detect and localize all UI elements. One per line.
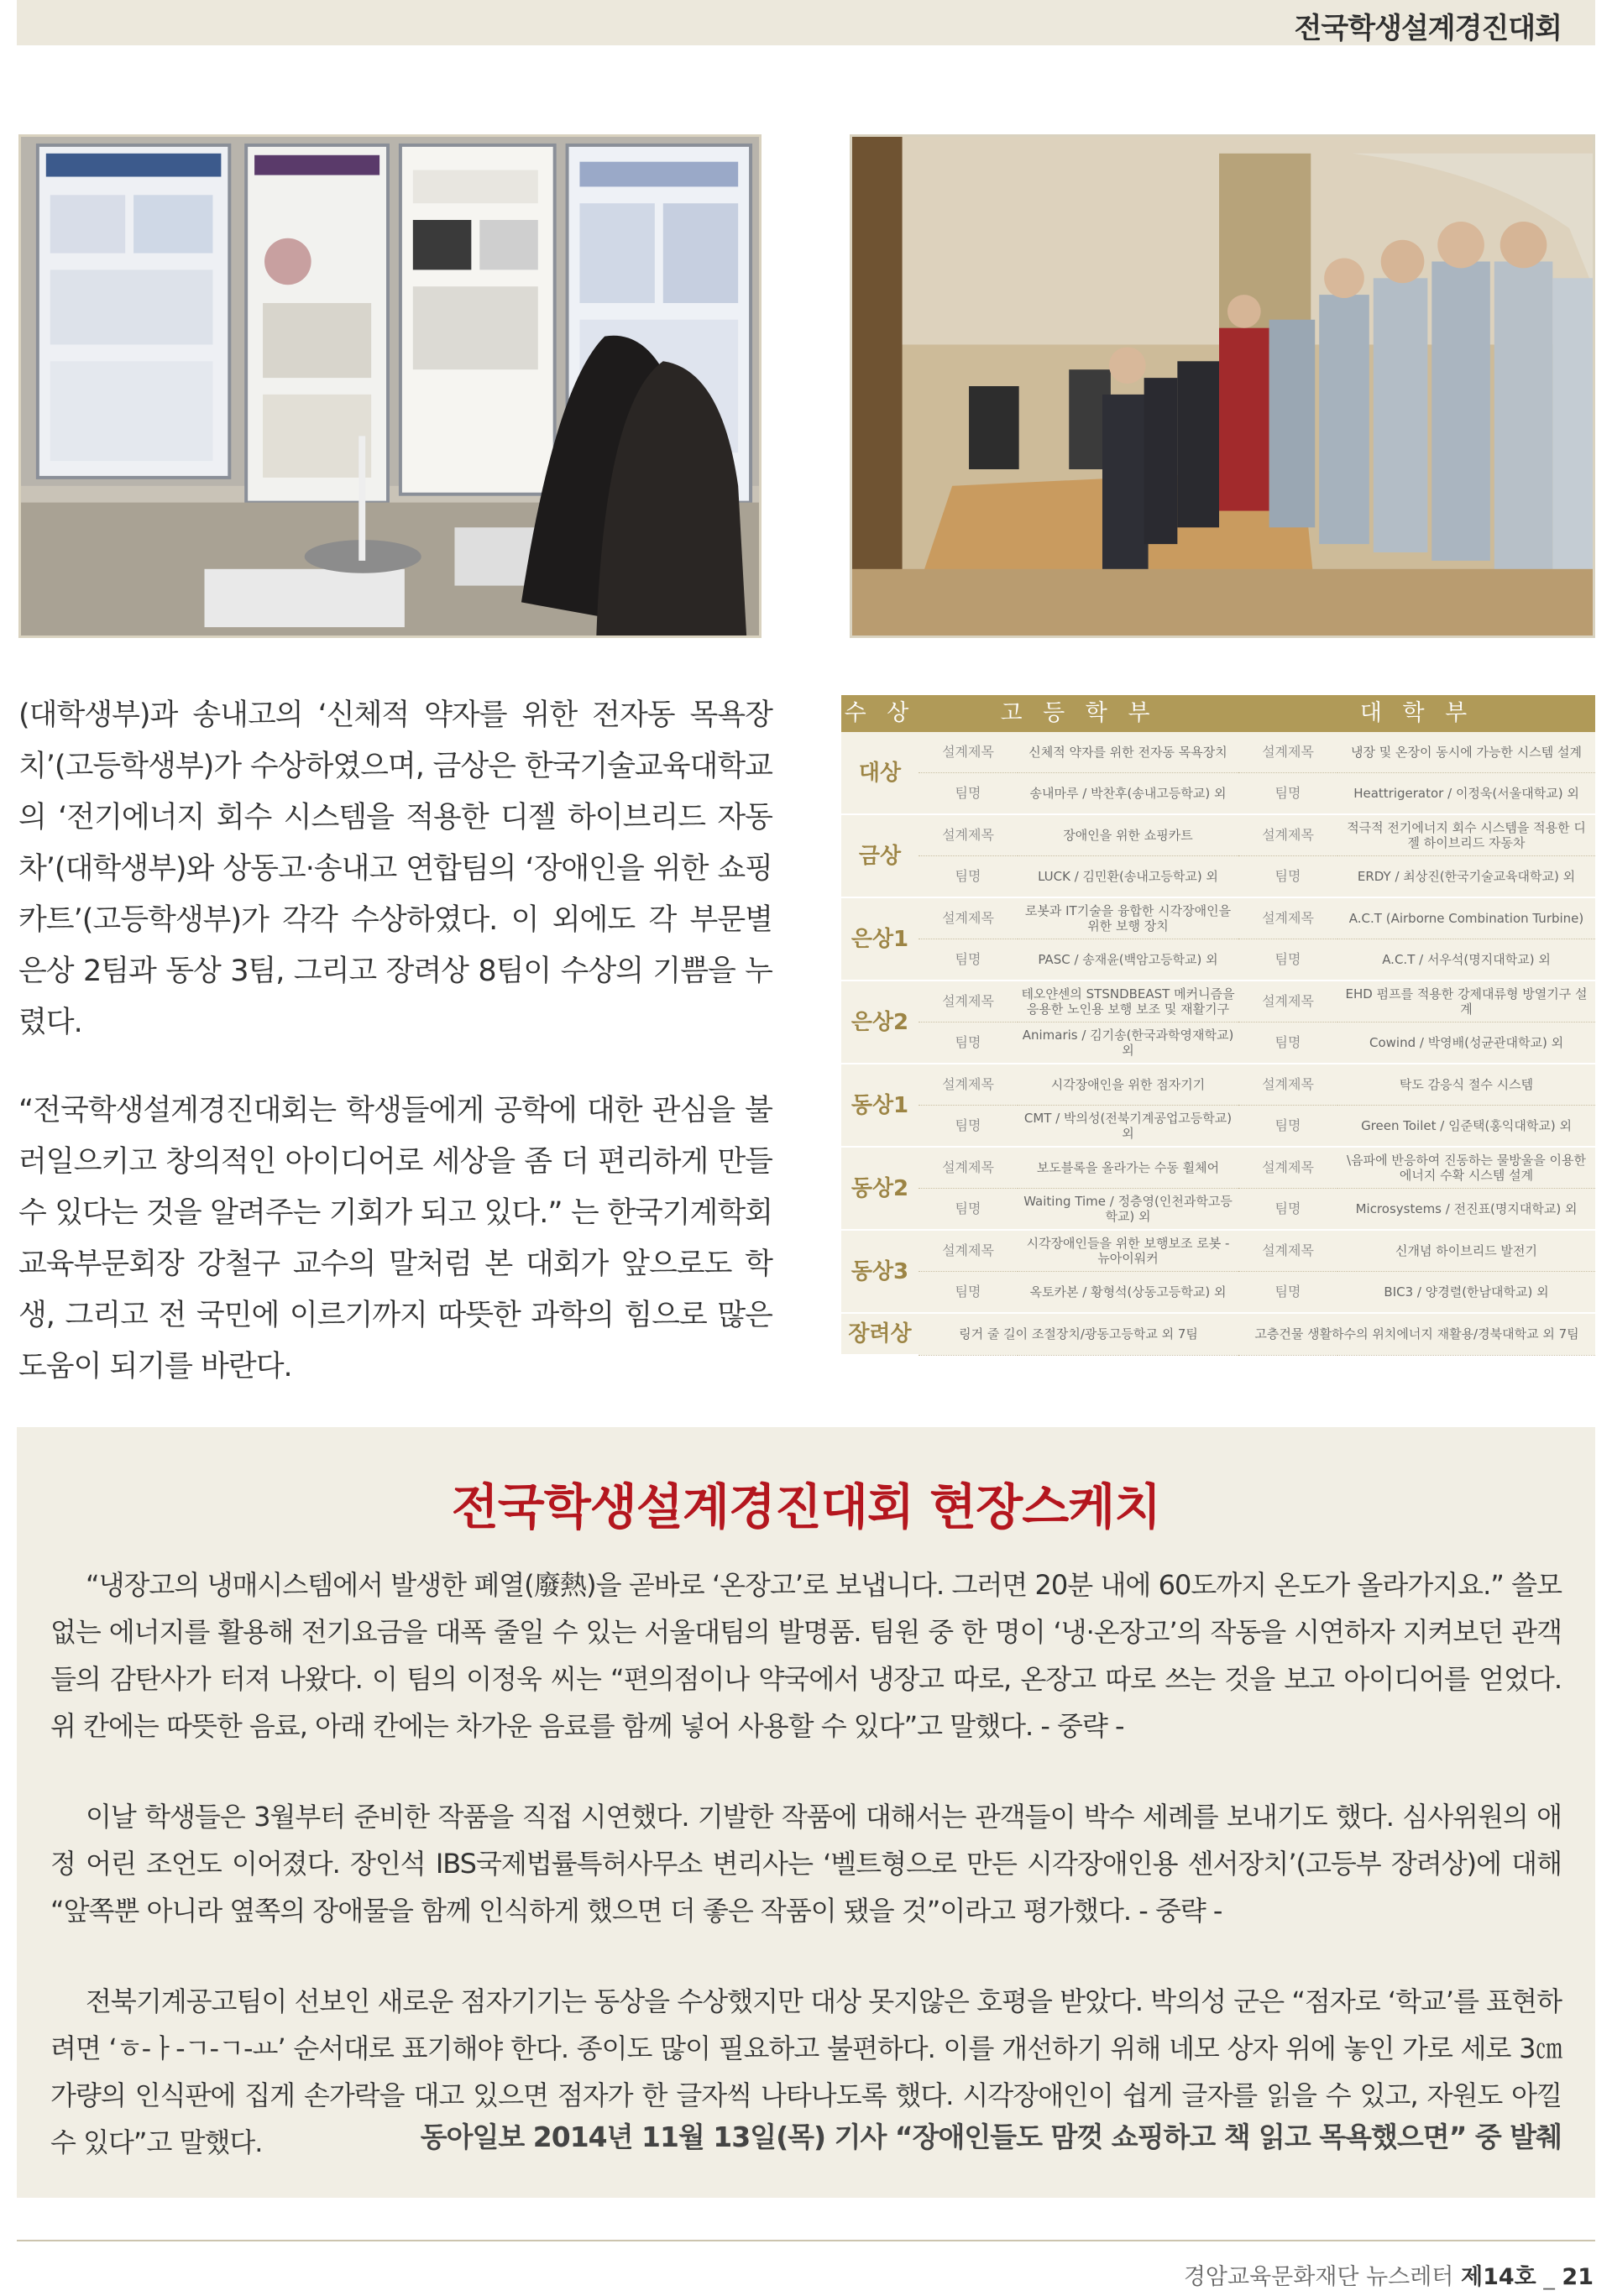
award-ceremony-photo [850, 134, 1595, 638]
sketch-paragraph: “냉장고의 냉매시스템에서 발생한 폐열(廢熱)을 곧바로 ‘온장고’로 보냅니다. 그러면 20분 내에 60도까지 온도가 올라가지요.” 쓸모없는 에너지를 활용해 전기요금을 대폭 줄일 수 있는 서울대팀의 발명품. 팀원 중 한 명이 ‘냉·온장고’의 작동을 시연하자 지켜보던 관객들의 감탄사가 터져 나왔다. 이 팀의 이정욱 씨는 “편의점이나 약국에서 냉장고 따로, 온장고 따로 쓰는 것을 보고 아이디어를 얻었다. 위 칸에는 따뜻한 음료, 아래 칸에는 차가운 음료를 함께 넣어 사용할 수 있다”고 말했다. - 중략 - [50, 1569, 1562, 1742]
sketch-paragraph: 이날 학생들은 3월부터 준비한 작품을 직접 시연했다. 기발한 작품에 대해서는 관객들이 박수 세례를 보내기도 했다. 심사위원의 애정 어린 조언도 이어졌다. 장인석 IBS국제법률특허사무소 변리사는 ‘벨트형으로 만든 시각장애인용 센서장치’(고등부 장려상)에 대해 “앞쪽뿐 아니라 옆쪽의 장애물을 함께 인식하게 했으면 더 좋은 작품이 됐을 것”이라고 평가했다. - 중략 - [50, 1801, 1562, 1927]
award-row [841, 1147, 1595, 1189]
award-name: 대상 [841, 732, 919, 814]
award-row [841, 1313, 1595, 1355]
team-label: 팀명 [1238, 1022, 1337, 1064]
sketch-title: 전국학생설계경진대회 현장스케치 [451, 1478, 1161, 1535]
award-name: 동상1 [841, 1064, 919, 1147]
award-name: 동상3 [841, 1230, 919, 1313]
team-label: 팀명 [1238, 856, 1337, 898]
team-label: 팀명 [919, 1272, 1018, 1314]
uni-team: A.C.T / 서우석(명지대학교) 외 [1337, 939, 1595, 981]
uni-team: Cowind / 박영배(성균관대학교) 외 [1337, 1022, 1595, 1064]
awards-table [841, 695, 1595, 1356]
award-row [841, 981, 1595, 1022]
footer-divider [17, 2240, 1595, 2241]
team-label: 팀명 [919, 773, 1018, 815]
header-highschool: 고 등 학 부 [919, 695, 1238, 732]
team-label: 팀명 [1238, 939, 1337, 981]
hs-team: 옥토카본 / 황형석(상동고등학교) 외 [1018, 1272, 1238, 1314]
team-label: 팀명 [1238, 1272, 1337, 1314]
uni-team: Green Toilet / 임준택(홍익대학교) 외 [1337, 1106, 1595, 1148]
title-label: 설계제목 [919, 814, 1018, 856]
title-label: 설계제목 [919, 1147, 1018, 1189]
uni-title: 적극적 전기에너지 회수 시스템을 적용한 디젤 하이브리드 자동차 [1337, 814, 1595, 856]
award-row [841, 1189, 1595, 1231]
uni-title: EHD 펌프를 적용한 강제대류형 방열기구 설계 [1337, 981, 1595, 1022]
hs-title: 로봇과 IT기술을 융합한 시각장애인을 위한 보행 장치 [1018, 897, 1238, 939]
sketch-body [50, 1561, 1562, 2210]
title-label: 설계제목 [919, 732, 1018, 773]
title-label: 설계제목 [919, 1064, 1018, 1106]
uni-title: \음파에 반응하여 진동하는 물방울을 이용한 에너지 수확 시스템 설계 [1337, 1147, 1595, 1189]
title-label: 설계제목 [1238, 981, 1337, 1022]
hs-title: 보도블록을 올라가는 수동 휠체어 [1018, 1147, 1238, 1189]
hs-team: Animaris / 김기송(한국과학영재학교) 외 [1018, 1022, 1238, 1064]
title-label: 설계제목 [1238, 814, 1337, 856]
team-label: 팀명 [919, 1189, 1018, 1231]
team-label: 팀명 [919, 1022, 1018, 1064]
award-row [841, 897, 1595, 939]
title-label: 설계제목 [919, 1230, 1018, 1272]
uni-team: Heattrigerator / 이정욱(서울대학교) 외 [1337, 773, 1595, 815]
team-label: 팀명 [1238, 1106, 1337, 1148]
award-name: 장려상 [841, 1313, 919, 1355]
award-row [841, 1022, 1595, 1064]
team-label: 팀명 [919, 1106, 1018, 1148]
title-label: 설계제목 [919, 897, 1018, 939]
awards-header-row [841, 695, 1595, 732]
award-row [841, 939, 1595, 981]
award-row [841, 1106, 1595, 1148]
hs-title: 시각장애인을 위한 점자기기 [1018, 1064, 1238, 1106]
title-label: 설계제목 [1238, 1147, 1337, 1189]
footer-issue: 제14호 [1461, 2264, 1536, 2290]
header-university: 대 학 부 [1238, 695, 1595, 732]
award-name: 은상1 [841, 897, 919, 981]
uni-team: BIC3 / 양경렬(한남대학교) 외 [1337, 1272, 1595, 1314]
page-number: 21 [1562, 2264, 1594, 2290]
award-row [841, 1272, 1595, 1314]
article-body [18, 690, 772, 1430]
uni-title: 신개념 하이브리드 발전기 [1337, 1230, 1595, 1272]
award-row [841, 1230, 1595, 1272]
hs-team: LUCK / 김민환(송내고등학교) 외 [1018, 856, 1238, 898]
title-label: 설계제목 [919, 981, 1018, 1022]
hs-team: CMT / 박의성(전북기계공업고등학교) 외 [1018, 1106, 1238, 1148]
footer-publisher: 경암교육문화재단 뉴스레터 [1183, 2264, 1454, 2290]
team-label: 팀명 [919, 939, 1018, 981]
title-label: 설계제목 [1238, 732, 1337, 773]
uni-title: 냉장 및 온장이 동시에 가능한 시스템 설계 [1337, 732, 1595, 773]
exhibition-photo [18, 134, 762, 638]
field-sketch-box [17, 1427, 1595, 2198]
award-row [841, 814, 1595, 856]
footer-separator: _ [1536, 2264, 1562, 2290]
team-label: 팀명 [1238, 773, 1337, 815]
sketch-source: 동아일보 2014년 11월 13일(목) 기사 “장애인들도 맘껏 쇼핑하고 책 읽고 목욕했으면” 중 발췌 [420, 2121, 1562, 2153]
uni-title: 탁도 감응식 절수 시스템 [1337, 1064, 1595, 1106]
header-award: 수 상 [841, 695, 919, 732]
sketch-paragraph: 전북기계공고팀이 선보인 새로운 점자기기는 동상을 수상했지만 대상 못지않은 호평을 받았다. 박의성 군은 “점자로 ‘학교’를 표현하려면 ‘ㅎ-ㅏ-ㄱ-ㄱ-ㅛ’ 순서대로 표기해야 한다. 종이도 많이 필요하고 불편하다. 이를 개선하기 위해 네모 상자 위에 놓인 가로 세로 3㎝가량의 인식판에 집게 손가락을 대고 있으면 점자가 한 글자씩 나타나도록 했다. 시각장애인이 쉽게 글자를 읽을 수 있고, 자원도 아낄 수 있다”고 말했다. [50, 1985, 1562, 2158]
hs-title: 신체적 약자를 위한 전자동 목욕장치 [1018, 732, 1238, 773]
award-name: 금상 [841, 814, 919, 897]
uni-team: Microsystems / 전진표(명지대학교) 외 [1337, 1189, 1595, 1231]
hs-title: 테오얀센의 STSNDBEAST 메커니즘을 응용한 노인용 보행 보조 및 재활기구 [1018, 981, 1238, 1022]
title-label: 설계제목 [1238, 1064, 1337, 1106]
award-row [841, 732, 1595, 773]
hs-title: 장애인을 위한 쇼핑카트 [1018, 814, 1238, 856]
team-label: 팀명 [1238, 1189, 1337, 1231]
hs-title: 시각장애인들을 위한 보행보조 로봇 - 뉴아이워커 [1018, 1230, 1238, 1272]
hs-encouragement: 링거 줄 길이 조절장치/광동고등학교 외 7팀 [919, 1313, 1238, 1355]
hs-team: 송내마루 / 박찬후(송내고등학교) 외 [1018, 773, 1238, 815]
title-label: 설계제목 [1238, 1230, 1337, 1272]
footer [1184, 2258, 1594, 2291]
hs-team: PASC / 송재윤(백암고등학교) 외 [1018, 939, 1238, 981]
award-name: 동상2 [841, 1147, 919, 1230]
hs-team: Waiting Time / 정층영(인천과학고등학교) 외 [1018, 1189, 1238, 1231]
uni-team: ERDY / 최상진(한국기술교육대학교) 외 [1337, 856, 1595, 898]
header-title: 전국학생설계경진대회 [1294, 12, 1562, 45]
team-label: 팀명 [919, 856, 1018, 898]
article-paragraph: “전국학생설계경진대회는 학생들에게 공학에 대한 관심을 불러일으키고 창의적인 아이디어로 세상을 좀 더 편리하게 만들 수 있다는 것을 알려주는 기회가 되고 있다.” 는 한국기계학회 교육부문회장 강철구 교수의 말처럼 본 대회가 앞으로도 학생, 그리고 전 국민에 이르기까지 따뜻한 과학의 힘으로 많은 도움이 되기를 바란다. [18, 1094, 772, 1383]
award-row [841, 773, 1595, 815]
award-name: 은상2 [841, 981, 919, 1064]
award-row [841, 856, 1595, 898]
uni-encouragement: 고층건물 생활하수의 위치에너지 재활용/경북대학교 외 7팀 [1238, 1313, 1595, 1355]
award-row [841, 1064, 1595, 1106]
title-label: 설계제목 [1238, 897, 1337, 939]
uni-title: A.C.T (Airborne Combination Turbine) [1337, 897, 1595, 939]
article-paragraph: (대학생부)과 송내고의 ‘신체적 약자를 위한 전자동 목욕장치’(고등학생부)가 수상하였으며, 금상은 한국기술교육대학교의 ‘전기에너지 회수 시스템을 적용한 디젤 하이브리드 자동차’(대학생부)와 상동고·송내고 연합팀의 ‘장애인을 위한 쇼핑카트’(고등학생부)가 각각 수상하였다. 이 외에도 각 부문별 은상 2팀과 동상 3팀, 그리고 장려상 8팀이 수상의 기쁨을 누렸다. [18, 698, 772, 1039]
header-bar [17, 0, 1595, 45]
